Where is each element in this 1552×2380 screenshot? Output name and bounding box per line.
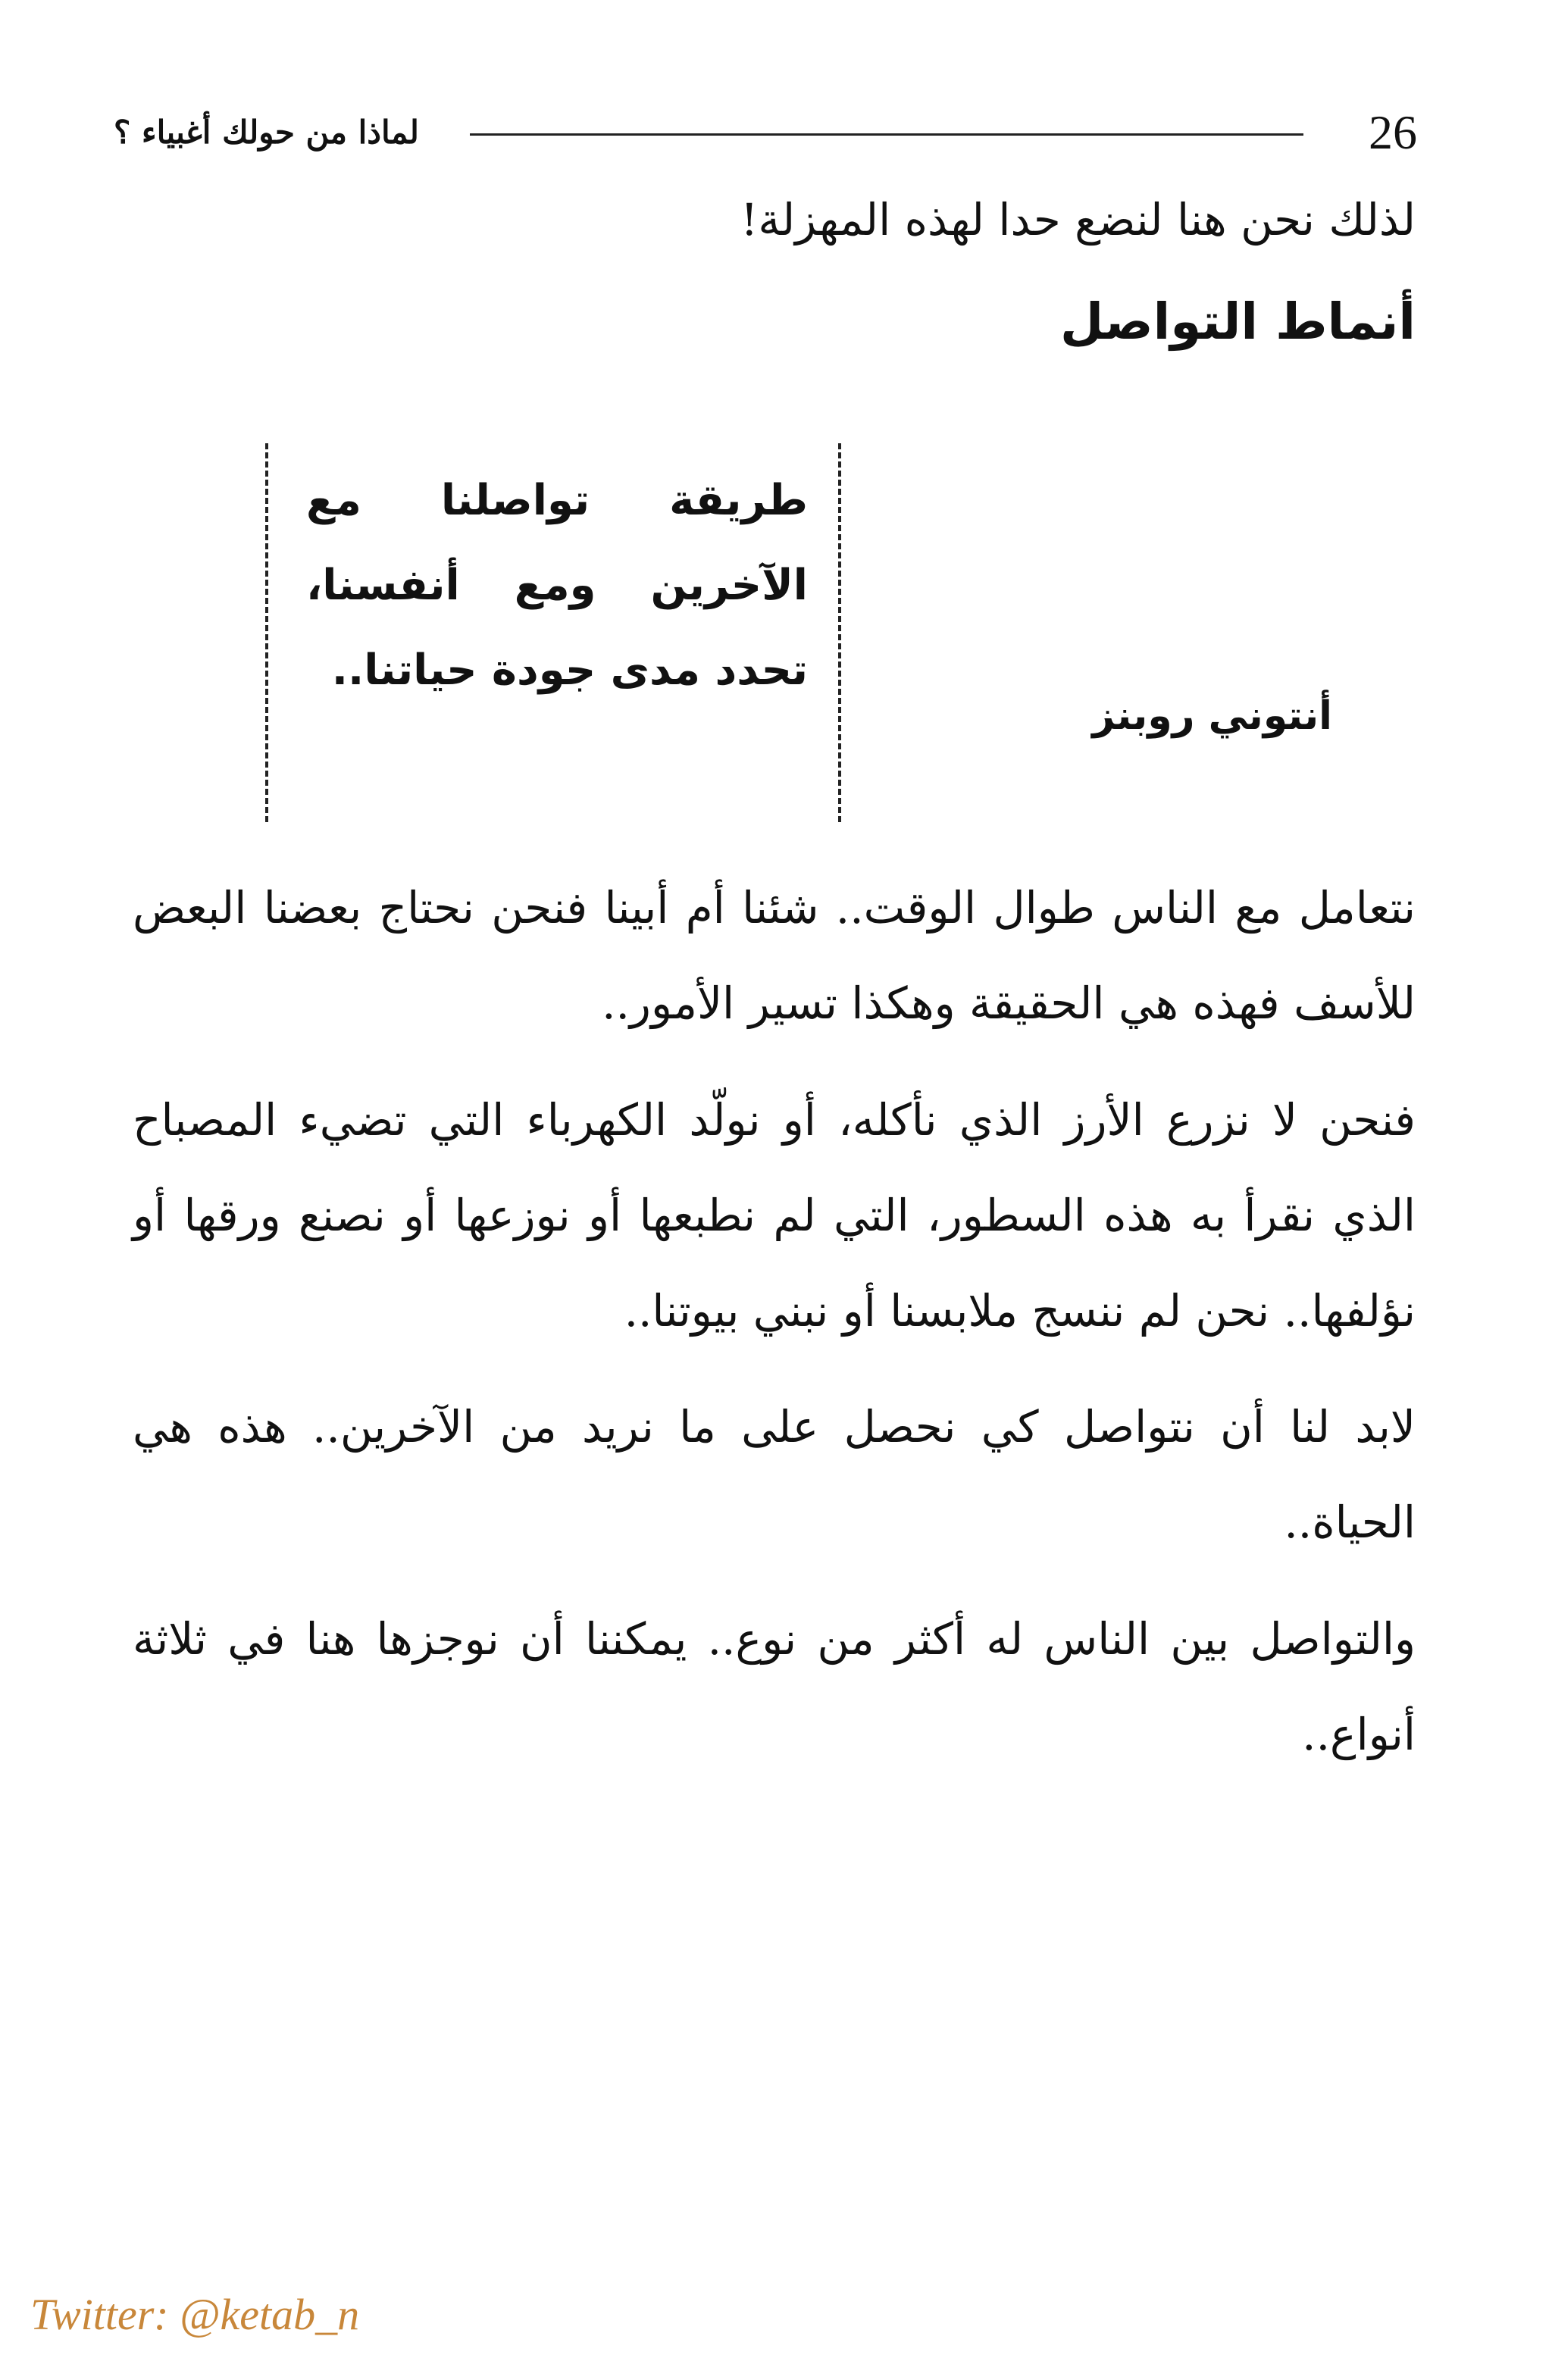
header-rule — [470, 133, 1303, 136]
quote-text: طريقة تواصلنا مع الآخرين ومع أنفسنا، تحدد مدى جودة حياتنا.. — [306, 476, 808, 695]
paragraph-1: نتعامل مع الناس طوال الوقت.. شئنا أم أبينا فنحن نحتاج بعضنا البعض للأسف فهذه هي الحقيقة وهكذا تسير الأمور.. — [133, 882, 1416, 1029]
paragraph-3: لابد لنا أن نتواصل كي نحصل على ما نريد من الآخرين.. هذه هي الحياة.. — [133, 1401, 1416, 1548]
watermark: Twitter: @ketab_n — [30, 2290, 360, 2339]
section-heading: أنماط التواصل — [1060, 292, 1416, 351]
running-title: لماذا من حولك أغبياء ؟ — [114, 114, 419, 151]
page-header — [114, 99, 1417, 167]
page-number: 26 — [1369, 105, 1417, 159]
quote-box — [265, 443, 841, 822]
quote-author: أنتوني روبنز — [1092, 693, 1332, 739]
paragraph-2: فنحن لا نزرع الأرز الذي نأكله، أو نولّد الكهرباء التي تضيء المصباح الذي نقرأ به هذه السطور، التي لم نطبعها أو نوزعها أو نصنع ورقها أو نؤلفها.. نحن لم ننسج ملابسنا أو نبني بيوتنا.. — [133, 1094, 1416, 1337]
intro-line: لذلك نحن هنا لنضع حدا لهذه المهزلة! — [740, 194, 1416, 246]
paragraph-4: والتواصل بين الناس له أكثر من نوع.. يمكننا أن نوجزها هنا في ثلاثة أنواع.. — [133, 1613, 1416, 1760]
